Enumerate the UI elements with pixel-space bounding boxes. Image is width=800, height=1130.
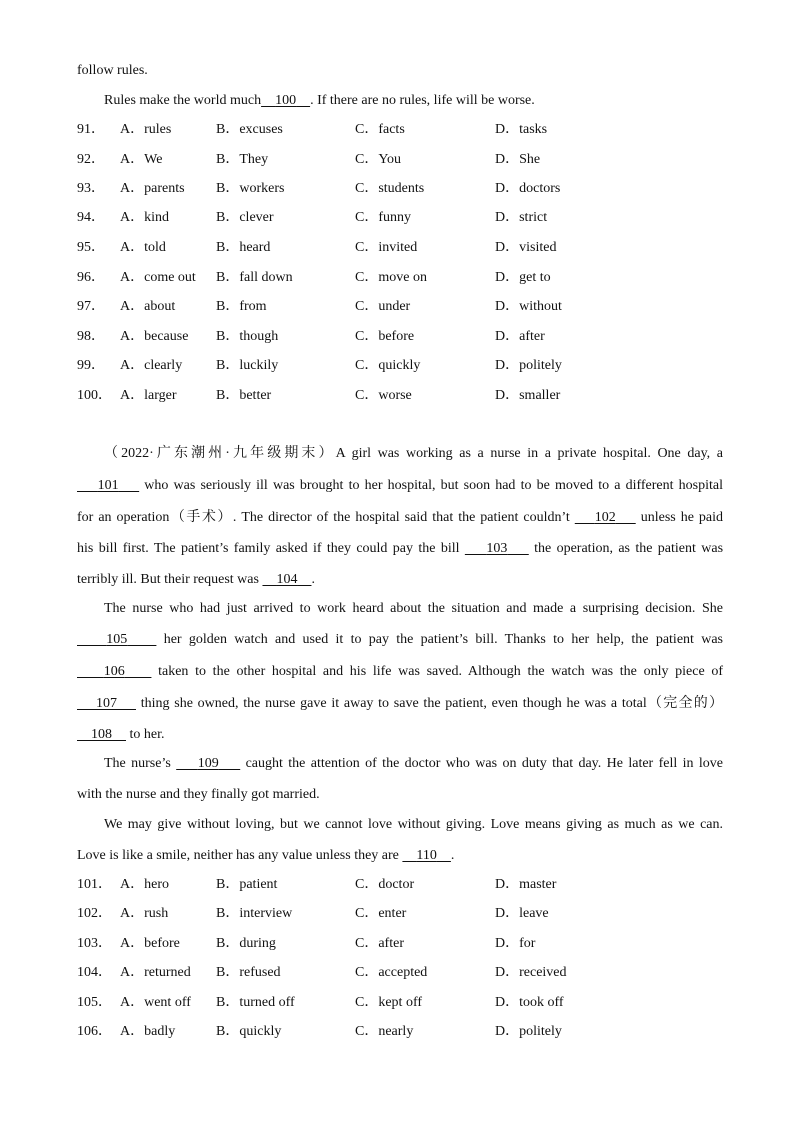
option-c: C．accepted — [355, 965, 428, 980]
option-a: A．We — [120, 152, 163, 167]
option-a: A．because — [120, 329, 189, 344]
question-number: 104． — [77, 965, 112, 980]
option-b: B．clever — [216, 210, 274, 225]
question-row — [77, 180, 723, 198]
option-d: D．politely — [495, 1024, 562, 1039]
answer-blank: 100 — [275, 93, 297, 108]
answer-blank: 104 — [276, 572, 298, 587]
option-c: C．under — [355, 299, 411, 314]
option-b: B．fall down — [216, 270, 293, 285]
passage-text: 101 who was seriously ill was brought to her hospital, but soon had to be moved to a different hospital — [77, 477, 723, 495]
option-d: D．visited — [495, 240, 557, 255]
question-row — [77, 239, 723, 257]
passage-text: 107 thing she owned, the nurse gave it away to save the patient, even though he was a total（完全的） — [77, 695, 723, 713]
answer-blank: 109 — [197, 756, 219, 771]
option-c: C．before — [355, 329, 415, 344]
question-row — [77, 876, 723, 894]
question-number: 105． — [77, 995, 112, 1010]
answer-blank: 102 — [594, 510, 616, 525]
passage-text: follow rules. — [77, 63, 148, 78]
question-row — [77, 387, 723, 405]
option-d: D．get to — [495, 270, 551, 285]
question-row — [77, 1023, 723, 1041]
question-number: 102． — [77, 906, 112, 921]
option-d: D．leave — [495, 906, 549, 921]
option-d: D．tasks — [495, 122, 548, 137]
option-b: B．heard — [216, 240, 271, 255]
answer-blank: 103 — [486, 541, 508, 556]
option-a: A．before — [120, 936, 180, 951]
passage-text: his bill first. The patient’s family asked if they could pay the bill 103 the operation, as the patient was — [77, 541, 724, 556]
option-a: A．come out — [120, 270, 196, 285]
option-b: B．refused — [216, 965, 281, 980]
option-c: C．funny — [355, 210, 411, 225]
passage-text: terribly ill. But their request was 104 . — [77, 572, 315, 587]
option-a: A．told — [120, 240, 166, 255]
option-b: B．turned off — [216, 995, 295, 1010]
option-c: C．worse — [355, 388, 412, 403]
option-b: B．patient — [216, 877, 278, 892]
question-number: 101． — [77, 877, 112, 892]
answer-blank: 101 — [97, 478, 119, 493]
question-row — [77, 935, 723, 953]
question-row — [77, 994, 723, 1012]
question-row — [77, 269, 723, 287]
question-row — [77, 298, 723, 316]
option-b: B．quickly — [216, 1024, 282, 1039]
option-d: D．took off — [495, 995, 564, 1010]
question-number: 92． — [77, 152, 105, 167]
option-a: A．badly — [120, 1024, 176, 1039]
option-a: A．went off — [120, 995, 191, 1010]
question-number: 95． — [77, 240, 105, 255]
option-a: A．parents — [120, 181, 185, 196]
option-d: D．smaller — [495, 388, 561, 403]
passage-text: 106 taken to the other hospital and his life was saved. Although the watch was the only piece of — [77, 663, 723, 681]
option-b: B．luckily — [216, 358, 279, 373]
option-c: C．quickly — [355, 358, 421, 373]
answer-blank: 110 — [416, 848, 437, 863]
question-number: 93． — [77, 181, 105, 196]
option-b: B．from — [216, 299, 267, 314]
option-c: C．doctor — [355, 877, 415, 892]
option-d: D．strict — [495, 210, 548, 225]
passage-text: We may give without loving, but we cannot love without giving. Love means giving as much as we can. — [104, 817, 723, 832]
question-number: 100． — [77, 388, 112, 403]
question-number: 91． — [77, 122, 105, 137]
question-number: 106． — [77, 1024, 112, 1039]
option-d: D．for — [495, 936, 536, 951]
question-number: 94． — [77, 210, 105, 225]
passage-text: 108 to her. — [77, 726, 723, 744]
option-c: C．You — [355, 152, 402, 167]
passage-text: The nurse who had just arrived to work heard about the situation and made a surprising decision. She — [104, 601, 723, 616]
passage-text: Love is like a smile, neither has any value unless they are 110 . — [77, 848, 455, 863]
option-c: C．students — [355, 181, 425, 196]
passage-text: with the nurse and they finally got married. — [77, 787, 320, 802]
question-row — [77, 905, 723, 923]
option-b: B．interview — [216, 906, 293, 921]
option-d: D．She — [495, 152, 541, 167]
answer-blank: 108 — [91, 727, 112, 742]
answer-blank: 105 — [106, 632, 128, 647]
question-number: 99． — [77, 358, 105, 373]
question-row — [77, 151, 723, 169]
option-a: A．larger — [120, 388, 177, 403]
option-c: C．facts — [355, 122, 405, 137]
option-a: A．rules — [120, 122, 172, 137]
option-a: A．returned — [120, 965, 191, 980]
option-a: A．hero — [120, 877, 169, 892]
passage-text: 105 her golden watch and used it to pay the patient’s bill. Thanks to her help, the patient was — [77, 631, 723, 649]
option-a: A．about — [120, 299, 176, 314]
passage-text: The nurse’s 109 caught the attention of the doctor who was on duty that day. He later fell in love — [104, 756, 723, 771]
question-row — [77, 357, 723, 375]
question-row — [77, 209, 723, 227]
passage-text: （2022·广东潮州·九年级期末）A girl was working as a nurse in a private hospital. One day, a — [104, 446, 723, 461]
option-c: C．after — [355, 936, 404, 951]
question-number: 96． — [77, 270, 105, 285]
option-d: D．after — [495, 329, 545, 344]
question-row — [77, 121, 723, 139]
option-b: B．better — [216, 388, 272, 403]
option-b: B．They — [216, 152, 269, 167]
answer-blank: 107 — [96, 696, 117, 711]
passage-text: Rules make the world much 100 . If there are no rules, life will be worse. — [104, 93, 535, 108]
option-c: C．kept off — [355, 995, 423, 1010]
option-b: B．during — [216, 936, 276, 951]
option-d: D．politely — [495, 358, 562, 373]
question-row — [77, 964, 723, 982]
question-number: 97． — [77, 299, 105, 314]
answer-blank: 106 — [103, 664, 125, 679]
option-d: D．doctors — [495, 181, 561, 196]
question-row — [77, 328, 723, 346]
question-number: 103． — [77, 936, 112, 951]
option-a: A．clearly — [120, 358, 183, 373]
passage-text: for an operation（手术）. The director of the hospital said that the patient couldn’t 102 unless he paid — [77, 510, 724, 525]
option-d: D．without — [495, 299, 562, 314]
option-a: A．kind — [120, 210, 169, 225]
option-b: B．workers — [216, 181, 285, 196]
option-c: C．enter — [355, 906, 407, 921]
option-a: A．rush — [120, 906, 169, 921]
option-b: B．though — [216, 329, 279, 344]
option-c: C．nearly — [355, 1024, 414, 1039]
option-c: C．invited — [355, 240, 418, 255]
option-d: D．master — [495, 877, 557, 892]
option-d: D．received — [495, 965, 567, 980]
option-c: C．move on — [355, 270, 427, 285]
question-number: 98． — [77, 329, 105, 344]
option-b: B．excuses — [216, 122, 283, 137]
